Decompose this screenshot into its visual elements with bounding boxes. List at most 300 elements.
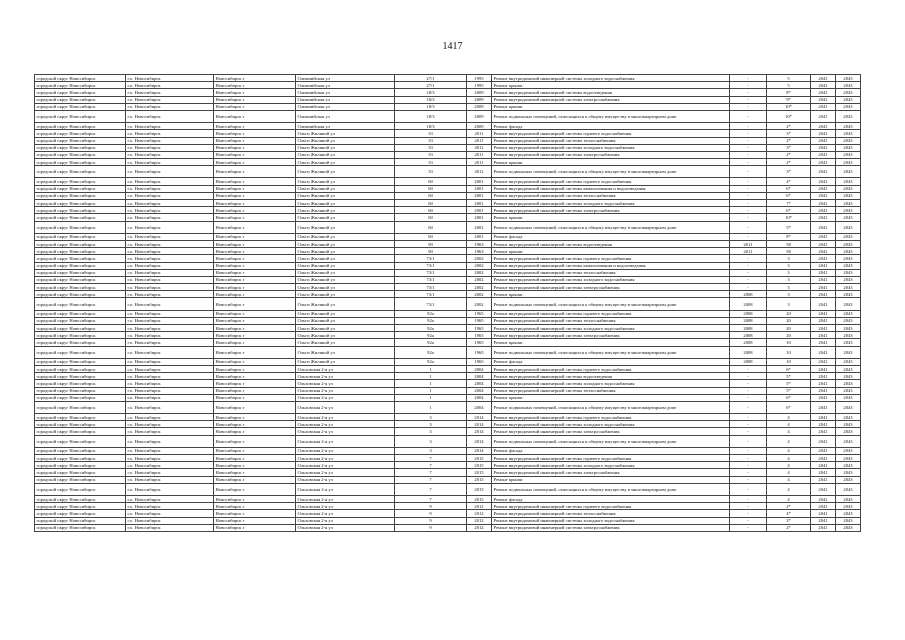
house-number-cell: 3 [395, 421, 467, 428]
district-cell: г.о. Новосибирск [126, 159, 214, 166]
work-type-cell: Ремонт внутридомовой инженерной системы горячего водоснабжения [492, 130, 730, 137]
table-row [35, 110, 861, 122]
street-cell: Ольги Жилиной ул [296, 137, 395, 144]
district-cell: г.о. Новосибирск [126, 469, 214, 476]
house-number-cell: 1 [395, 380, 467, 387]
municipality-cell: городской округ Новосибирск [35, 103, 126, 110]
year-built-cell: 2015 [467, 495, 492, 502]
year-built-cell: 2009 [467, 96, 492, 103]
start-year-cell: 2041 [811, 476, 836, 483]
municipality-cell: городской округ Новосибирск [35, 435, 126, 447]
end-year-cell: 2043 [836, 462, 861, 469]
district-cell: г.о. Новосибирск [126, 510, 214, 517]
house-number-cell: 33 [395, 130, 467, 137]
last-repair-year-cell: - [730, 380, 767, 387]
end-year-cell: 2043 [836, 414, 861, 421]
table-row [35, 298, 861, 310]
table-row [35, 435, 861, 447]
work-type-cell: Ремонт внутридомовой инженерной системы канализования и водоотведения [492, 262, 730, 269]
wear-percent-cell: 2* [767, 503, 811, 510]
house-number-cell: 7 [395, 495, 467, 502]
work-type-cell: Ремонт внутридомовой инженерной системы электроснабжения [492, 96, 730, 103]
year-built-cell: 2015 [467, 476, 492, 483]
last-repair-year-cell: - [730, 144, 767, 151]
municipality-cell: городской округ Новосибирск [35, 414, 126, 421]
work-type-cell: Ремонт внутридомовой инженерной системы теплоснабжения [492, 192, 730, 199]
municipality-cell: городской округ Новосибирск [35, 428, 126, 435]
street-cell: Ольховская 2-я ул [296, 517, 395, 524]
wear-percent-cell: 5* [767, 387, 811, 394]
house-number-cell: 73/1 [395, 284, 467, 291]
end-year-cell: 2043 [836, 200, 861, 207]
wear-percent-cell: 2* [767, 524, 811, 531]
table-row [35, 495, 861, 502]
year-built-cell: 2004 [467, 373, 492, 380]
district-cell: г.о. Новосибирск [126, 476, 214, 483]
settlement-cell: Новосибирск г [214, 317, 296, 324]
end-year-cell: 2043 [836, 144, 861, 151]
start-year-cell: 2041 [811, 483, 836, 495]
settlement-cell: Новосибирск г [214, 144, 296, 151]
settlement-cell: Новосибирск г [214, 339, 296, 346]
house-number-cell: 7 [395, 455, 467, 462]
wear-percent-cell: 10* [767, 103, 811, 110]
last-repair-year-cell: - [730, 373, 767, 380]
street-cell: Ольги Жилиной ул [296, 240, 395, 247]
last-repair-year-cell: - [730, 185, 767, 192]
table-row [35, 221, 861, 233]
house-number-cell: 9 [395, 517, 467, 524]
district-cell: г.о. Новосибирск [126, 365, 214, 372]
year-built-cell: 2001 [467, 214, 492, 221]
street-cell: Ольховская 2-я ул [296, 428, 395, 435]
work-type-cell: Ремонт внутридомовой инженерной системы горячего водоснабжения [492, 365, 730, 372]
table-row [35, 185, 861, 192]
settlement-cell: Новосибирск г [214, 358, 296, 365]
district-cell: г.о. Новосибирск [126, 421, 214, 428]
settlement-cell: Новосибирск г [214, 276, 296, 283]
street-cell: Ольховская 2-я ул [296, 524, 395, 531]
end-year-cell: 2043 [836, 455, 861, 462]
settlement-cell: Новосибирск г [214, 240, 296, 247]
last-repair-year-cell: - [730, 192, 767, 199]
work-type-cell: Ремонт внутридомовой инженерной системы водоотведения [492, 89, 730, 96]
end-year-cell: 2043 [836, 365, 861, 372]
district-cell: г.о. Новосибирск [126, 284, 214, 291]
settlement-cell: Новосибирск г [214, 137, 296, 144]
wear-percent-cell: 10* [767, 214, 811, 221]
start-year-cell: 2041 [811, 447, 836, 454]
district-cell: г.о. Новосибирск [126, 269, 214, 276]
end-year-cell: 2043 [836, 339, 861, 346]
work-type-cell: Ремонт внутридомовой инженерной системы горячего водоснабжения [492, 455, 730, 462]
municipality-cell: городской округ Новосибирск [35, 298, 126, 310]
end-year-cell: 2043 [836, 421, 861, 428]
table-row [35, 214, 861, 221]
start-year-cell: 2041 [811, 178, 836, 185]
settlement-cell: Новосибирск г [214, 291, 296, 298]
table-row [35, 144, 861, 151]
street-cell: Ольги Жилиной ул [296, 310, 395, 317]
work-type-cell: Ремонт крыши [492, 82, 730, 89]
wear-percent-cell: 3 [767, 284, 811, 291]
municipality-cell: городской округ Новосибирск [35, 373, 126, 380]
settlement-cell: Новосибирск г [214, 200, 296, 207]
start-year-cell: 2041 [811, 365, 836, 372]
house-number-cell: 73/1 [395, 276, 467, 283]
table-row [35, 166, 861, 178]
wear-percent-cell: 5 [767, 75, 811, 82]
year-built-cell: 2004 [467, 401, 492, 413]
street-cell: Ольги Жилиной ул [296, 339, 395, 346]
settlement-cell: Новосибирск г [214, 255, 296, 262]
street-cell: Ольги Жилиной ул [296, 346, 395, 358]
table-row [35, 159, 861, 166]
work-type-cell: Ремонт фасада [492, 123, 730, 130]
table-row [35, 255, 861, 262]
wear-percent-cell: 2* [767, 137, 811, 144]
settlement-cell: Новосибирск г [214, 401, 296, 413]
end-year-cell: 2043 [836, 346, 861, 358]
year-built-cell: 2011 [467, 159, 492, 166]
year-built-cell: 2012 [467, 503, 492, 510]
start-year-cell: 2041 [811, 200, 836, 207]
end-year-cell: 2043 [836, 332, 861, 339]
start-year-cell: 2041 [811, 255, 836, 262]
wear-percent-cell: 20 [767, 317, 811, 324]
end-year-cell: 2043 [836, 75, 861, 82]
street-cell: Олимпийская ул [296, 110, 395, 122]
house-number-cell: 60 [395, 178, 467, 185]
municipality-cell: городской округ Новосибирск [35, 123, 126, 130]
district-cell: г.о. Новосибирск [126, 166, 214, 178]
year-built-cell: 2009 [467, 89, 492, 96]
table-row [35, 89, 861, 96]
municipality-cell: городской округ Новосибирск [35, 192, 126, 199]
municipality-cell: городской округ Новосибирск [35, 200, 126, 207]
start-year-cell: 2041 [811, 421, 836, 428]
wear-percent-cell: 6* [767, 365, 811, 372]
wear-percent-cell: 4 [767, 469, 811, 476]
last-repair-year-cell: 2008 [730, 310, 767, 317]
end-year-cell: 2043 [836, 185, 861, 192]
table-row [35, 428, 861, 435]
street-cell: Ольховская 2-я ул [296, 447, 395, 454]
work-type-cell: Ремонт фасада [492, 358, 730, 365]
wear-percent-cell: 3 [767, 269, 811, 276]
start-year-cell: 2041 [811, 130, 836, 137]
municipality-cell: городской округ Новосибирск [35, 358, 126, 365]
house-number-cell: 3 [395, 435, 467, 447]
year-built-cell: 2015 [467, 462, 492, 469]
wear-percent-cell: 4 [767, 476, 811, 483]
end-year-cell: 2043 [836, 517, 861, 524]
year-built-cell: 2002 [467, 255, 492, 262]
house-number-cell: 27/1 [395, 75, 467, 82]
wear-percent-cell: 4* [767, 510, 811, 517]
settlement-cell: Новосибирск г [214, 192, 296, 199]
settlement-cell: Новосибирск г [214, 524, 296, 531]
street-cell: Олимпийская ул [296, 123, 395, 130]
municipality-cell: городской округ Новосибирск [35, 214, 126, 221]
district-cell: г.о. Новосибирск [126, 524, 214, 531]
wear-percent-cell: 10 [767, 358, 811, 365]
district-cell: г.о. Новосибирск [126, 325, 214, 332]
street-cell: Ольховская 2-я ул [296, 401, 395, 413]
start-year-cell: 2041 [811, 262, 836, 269]
work-type-cell: Ремонт подвальных помещений, относящихся к общему имуществу в многоквартирном доме [492, 401, 730, 413]
end-year-cell: 2043 [836, 240, 861, 247]
district-cell: г.о. Новосибирск [126, 248, 214, 255]
work-type-cell: Ремонт внутридомовой инженерной системы холодного водоснабжения [492, 276, 730, 283]
house-number-cell: 1 [395, 401, 467, 413]
house-number-cell: 7 [395, 483, 467, 495]
street-cell: Ольги Жилиной ул [296, 166, 395, 178]
settlement-cell: Новосибирск г [214, 298, 296, 310]
street-cell: Ольги Жилиной ул [296, 144, 395, 151]
district-cell: г.о. Новосибирск [126, 358, 214, 365]
table-row [35, 123, 861, 130]
district-cell: г.о. Новосибирск [126, 200, 214, 207]
wear-percent-cell: 10* [767, 110, 811, 122]
settlement-cell: Новосибирск г [214, 428, 296, 435]
house-number-cell: 73/1 [395, 269, 467, 276]
district-cell: г.о. Новосибирск [126, 221, 214, 233]
municipality-cell: городской округ Новосибирск [35, 233, 126, 240]
wear-percent-cell: 4 [767, 462, 811, 469]
district-cell: г.о. Новосибирск [126, 214, 214, 221]
last-repair-year-cell: - [730, 207, 767, 214]
last-repair-year-cell: 2008 [730, 358, 767, 365]
last-repair-year-cell: - [730, 462, 767, 469]
work-type-cell: Ремонт внутридомовой инженерной системы электроснабжения [492, 284, 730, 291]
street-cell: Ольги Жилиной ул [296, 284, 395, 291]
municipality-cell: городской округ Новосибирск [35, 276, 126, 283]
district-cell: г.о. Новосибирск [126, 185, 214, 192]
wear-percent-cell: 3* [767, 517, 811, 524]
work-type-cell: Ремонт подвальных помещений, относящихся к общему имуществу в многоквартирном доме [492, 483, 730, 495]
year-built-cell: 2014 [467, 421, 492, 428]
wear-percent-cell: 6* [767, 207, 811, 214]
last-repair-year-cell: - [730, 221, 767, 233]
year-built-cell: 2009 [467, 123, 492, 130]
house-number-cell: 60 [395, 192, 467, 199]
street-cell: Ольги Жилиной ул [296, 358, 395, 365]
municipality-cell: городской округ Новосибирск [35, 269, 126, 276]
wear-percent-cell: 4 [767, 483, 811, 495]
district-cell: г.о. Новосибирск [126, 503, 214, 510]
house-number-cell: 1 [395, 387, 467, 394]
year-built-cell: 1965 [467, 317, 492, 324]
wear-percent-cell: 7* [767, 200, 811, 207]
municipality-cell: городской округ Новосибирск [35, 221, 126, 233]
street-cell: Ольховская 2-я ул [296, 387, 395, 394]
table-row [35, 269, 861, 276]
settlement-cell: Новосибирск г [214, 414, 296, 421]
settlement-cell: Новосибирск г [214, 310, 296, 317]
wear-percent-cell: 4 [767, 455, 811, 462]
district-cell: г.о. Новосибирск [126, 291, 214, 298]
end-year-cell: 2043 [836, 495, 861, 502]
start-year-cell: 2041 [811, 310, 836, 317]
year-built-cell: 1965 [467, 310, 492, 317]
street-cell: Ольховская 2-я ул [296, 373, 395, 380]
wear-percent-cell: 4 [767, 447, 811, 454]
work-type-cell: Ремонт крыши [492, 103, 730, 110]
end-year-cell: 2043 [836, 325, 861, 332]
end-year-cell: 2043 [836, 130, 861, 137]
settlement-cell: Новосибирск г [214, 517, 296, 524]
end-year-cell: 2043 [836, 214, 861, 221]
start-year-cell: 2041 [811, 332, 836, 339]
work-type-cell: Ремонт внутридомовой инженерной системы горячего водоснабжения [492, 414, 730, 421]
street-cell: Ольховская 2-я ул [296, 476, 395, 483]
last-repair-year-cell: - [730, 276, 767, 283]
settlement-cell: Новосибирск г [214, 110, 296, 122]
street-cell: Ольги Жилиной ул [296, 200, 395, 207]
start-year-cell: 2041 [811, 455, 836, 462]
house-number-cell: 33 [395, 137, 467, 144]
repair-schedule-table [34, 74, 861, 532]
work-type-cell: Ремонт внутридомовой инженерной системы электроснабжения [492, 428, 730, 435]
settlement-cell: Новосибирск г [214, 365, 296, 372]
year-built-cell: 2002 [467, 262, 492, 269]
district-cell: г.о. Новосибирск [126, 130, 214, 137]
house-number-cell: 33 [395, 144, 467, 151]
street-cell: Ольги Жилиной ул [296, 269, 395, 276]
house-number-cell: 18/3 [395, 123, 467, 130]
house-number-cell: 18/3 [395, 110, 467, 122]
work-type-cell: Ремонт внутридомовой инженерной системы холодного водоснабжения [492, 380, 730, 387]
house-number-cell: 92а [395, 310, 467, 317]
district-cell: г.о. Новосибирск [126, 414, 214, 421]
house-number-cell: 60 [395, 233, 467, 240]
municipality-cell: городской округ Новосибирск [35, 365, 126, 372]
settlement-cell: Новосибирск г [214, 387, 296, 394]
table-row [35, 291, 861, 298]
street-cell: Ольги Жилиной ул [296, 332, 395, 339]
municipality-cell: городской округ Новосибирск [35, 110, 126, 122]
last-repair-year-cell: - [730, 130, 767, 137]
district-cell: г.о. Новосибирск [126, 123, 214, 130]
settlement-cell: Новосибирск г [214, 166, 296, 178]
work-type-cell: Ремонт крыши [492, 214, 730, 221]
work-type-cell: Ремонт внутридомовой инженерной системы теплоснабжения [492, 387, 730, 394]
end-year-cell: 2043 [836, 428, 861, 435]
end-year-cell: 2043 [836, 276, 861, 283]
end-year-cell: 2043 [836, 262, 861, 269]
last-repair-year-cell: 2008 [730, 325, 767, 332]
district-cell: г.о. Новосибирск [126, 207, 214, 214]
street-cell: Ольги Жилиной ул [296, 298, 395, 310]
wear-percent-cell: 5* [767, 380, 811, 387]
start-year-cell: 2041 [811, 495, 836, 502]
wear-percent-cell: 6* [767, 401, 811, 413]
work-type-cell: Ремонт внутридомовой инженерной системы горячего водоснабжения [492, 255, 730, 262]
district-cell: г.о. Новосибирск [126, 192, 214, 199]
municipality-cell: городской округ Новосибирск [35, 310, 126, 317]
last-repair-year-cell: 2008 [730, 317, 767, 324]
house-number-cell: 33 [395, 166, 467, 178]
work-type-cell: Ремонт внутридомовой инженерной системы электроснабжения [492, 332, 730, 339]
end-year-cell: 2043 [836, 291, 861, 298]
street-cell: Ольховская 2-я ул [296, 483, 395, 495]
wear-percent-cell: 3* [767, 166, 811, 178]
last-repair-year-cell: - [730, 394, 767, 401]
street-cell: Ольги Жилиной ул [296, 248, 395, 255]
district-cell: г.о. Новосибирск [126, 110, 214, 122]
table-row [35, 233, 861, 240]
last-repair-year-cell: - [730, 414, 767, 421]
year-built-cell: 1963 [467, 240, 492, 247]
municipality-cell: городской округ Новосибирск [35, 483, 126, 495]
table-row [35, 476, 861, 483]
municipality-cell: городской округ Новосибирск [35, 178, 126, 185]
end-year-cell: 2043 [836, 192, 861, 199]
street-cell: Ольги Жилиной ул [296, 221, 395, 233]
table-row [35, 276, 861, 283]
wear-percent-cell: 5 [767, 82, 811, 89]
wear-percent-cell: 3 [767, 291, 811, 298]
settlement-cell: Новосибирск г [214, 207, 296, 214]
street-cell: Ольховская 2-я ул [296, 469, 395, 476]
end-year-cell: 2043 [836, 447, 861, 454]
house-number-cell: 3 [395, 414, 467, 421]
work-type-cell: Ремонт внутридомовой инженерной системы электроснабжения [492, 207, 730, 214]
last-repair-year-cell: - [730, 110, 767, 122]
house-number-cell: 27/1 [395, 82, 467, 89]
end-year-cell: 2043 [836, 248, 861, 255]
street-cell: Ольги Жилиной ул [296, 233, 395, 240]
table-row [35, 483, 861, 495]
start-year-cell: 2041 [811, 159, 836, 166]
street-cell: Ольховская 2-я ул [296, 421, 395, 428]
municipality-cell: городской округ Новосибирск [35, 151, 126, 158]
table-row [35, 178, 861, 185]
house-number-cell: 7 [395, 476, 467, 483]
house-number-cell: 73/1 [395, 262, 467, 269]
table-row [35, 414, 861, 421]
year-built-cell: 2011 [467, 166, 492, 178]
settlement-cell: Новосибирск г [214, 503, 296, 510]
year-built-cell: 2015 [467, 483, 492, 495]
house-number-cell: 3 [395, 428, 467, 435]
street-cell: Ольховская 2-я ул [296, 495, 395, 502]
start-year-cell: 2041 [811, 96, 836, 103]
end-year-cell: 2043 [836, 503, 861, 510]
district-cell: г.о. Новосибирск [126, 483, 214, 495]
district-cell: г.о. Новосибирск [126, 394, 214, 401]
municipality-cell: городской округ Новосибирск [35, 89, 126, 96]
table-row [35, 469, 861, 476]
wear-percent-cell: 5* [767, 221, 811, 233]
house-number-cell: 18/3 [395, 89, 467, 96]
district-cell: г.о. Новосибирск [126, 262, 214, 269]
year-built-cell: 1963 [467, 248, 492, 255]
wear-percent-cell: 3 [767, 298, 811, 310]
last-repair-year-cell: - [730, 495, 767, 502]
work-type-cell: Ремонт внутридомовой инженерной системы горячего водоснабжения [492, 310, 730, 317]
municipality-cell: городской округ Новосибирск [35, 387, 126, 394]
wear-percent-cell: 2* [767, 151, 811, 158]
work-type-cell: Ремонт крыши [492, 248, 730, 255]
municipality-cell: городской округ Новосибирск [35, 159, 126, 166]
work-type-cell: Ремонт крыши [492, 476, 730, 483]
work-type-cell: Ремонт подвальных помещений, относящихся к общему имуществу в многоквартирном доме [492, 221, 730, 233]
street-cell: Ольховская 2-я ул [296, 503, 395, 510]
municipality-cell: городской округ Новосибирск [35, 96, 126, 103]
district-cell: г.о. Новосибирск [126, 178, 214, 185]
